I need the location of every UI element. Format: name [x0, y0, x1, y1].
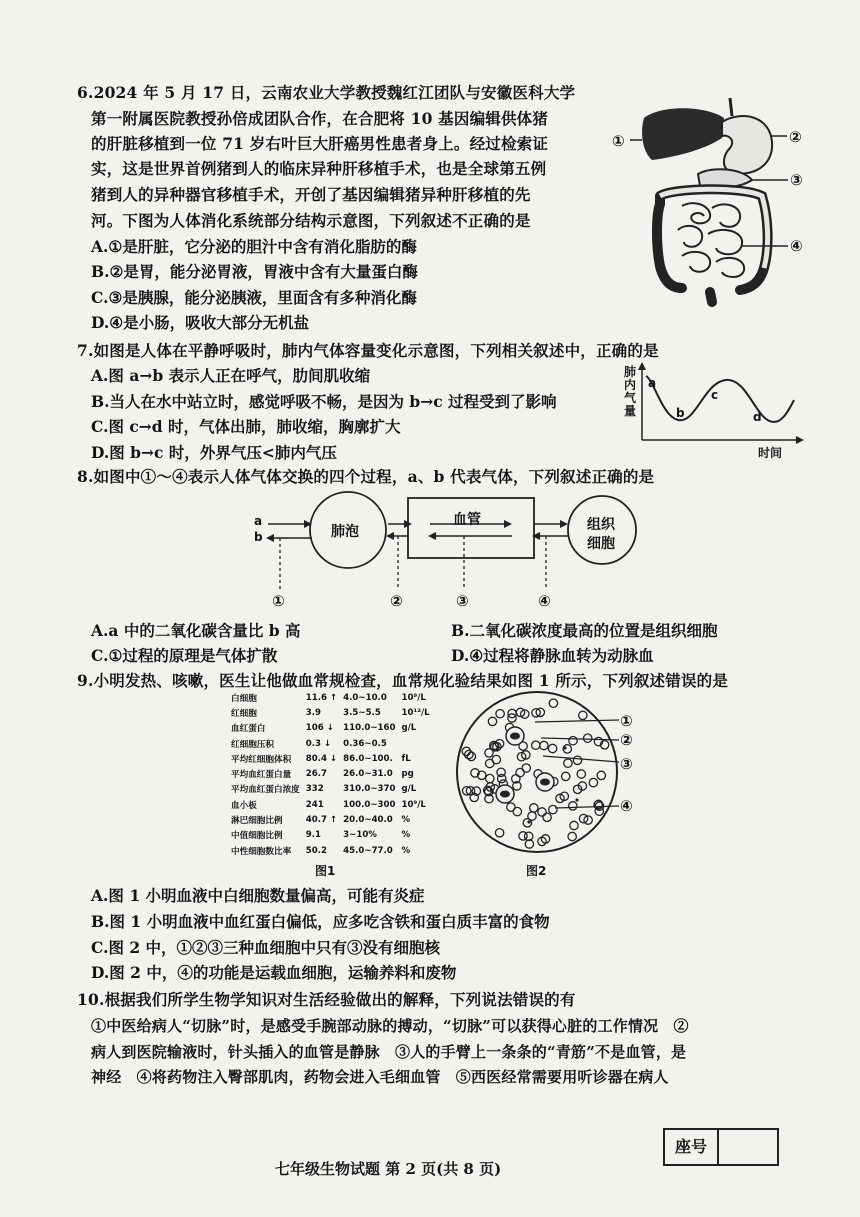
- table-cell: %: [401, 815, 411, 826]
- table-row: [228, 690, 433, 705]
- red-blood-cell: [516, 768, 524, 776]
- table-cell: 80.4 ↓: [305, 753, 338, 764]
- figure-2-caption: 图2: [526, 864, 547, 878]
- cell-marker-1: ①: [620, 712, 633, 730]
- tissue-label-line1: 组织: [587, 517, 615, 533]
- pointer-line: [541, 738, 619, 740]
- table-cell: 淋巴细胞比例: [231, 816, 283, 827]
- red-blood-cell: [597, 771, 605, 779]
- table-row: [228, 828, 433, 843]
- table-row: [228, 797, 433, 812]
- graph-y-label: 肺内气量: [624, 365, 637, 418]
- q6-line-2: 第一附属医院教授孙倍成团队合作，在合肥将 10 基因编辑供体猪: [91, 109, 549, 128]
- seat-label: 座号: [665, 1130, 719, 1164]
- q6-line-3: 的肝脏移植到一位 71 岁右叶巨大肝癌男性患者身上。经过检索证: [91, 134, 549, 153]
- q6-line-6: 河。下图为人体消化系统部分结构示意图，下列叙述不正确的是: [91, 211, 531, 230]
- q7-stem: 7.如图是人体在平静呼吸时，肺内气体容量变化示意图，下列相关叙述中，正确的是: [77, 341, 659, 360]
- tissue-label-line2: 细胞: [587, 536, 615, 552]
- table-cell: 110.0~160: [343, 723, 396, 734]
- table-row: [228, 843, 433, 858]
- cell-nucleus: [500, 791, 510, 798]
- red-blood-cell: [584, 734, 592, 742]
- red-blood-cell: [543, 813, 551, 821]
- table-cell: 86.0~100.: [343, 753, 393, 764]
- red-blood-cell: [589, 778, 597, 786]
- q6-option-a: A.①是肝脏，它分泌的胆汁中含有消化脂肪的酶: [91, 237, 417, 256]
- red-blood-cell: [549, 805, 557, 813]
- table-row: [228, 751, 433, 766]
- table-cell: 11.6 ↑: [305, 692, 338, 703]
- q8-stem: 8.如图中①～④表示人体气体交换的四个过程，a、b 代表气体，下列叙述正确的是: [77, 467, 655, 486]
- table-cell: 26.7: [305, 769, 327, 780]
- graph-point-c: c: [711, 388, 719, 402]
- table-cell: 血红蛋白: [231, 724, 266, 735]
- graph-curve: [646, 376, 794, 422]
- table-cell: 3.5~5.5: [343, 707, 381, 718]
- table-cell: 0.36~0.5: [343, 738, 387, 749]
- table-cell: 中性细胞数比率: [231, 846, 292, 857]
- red-blood-cell: [538, 808, 546, 816]
- red-blood-cell: [569, 737, 577, 745]
- red-blood-cell: [562, 772, 570, 780]
- table-cell: 241: [305, 799, 324, 810]
- q6-line-5: 猪到人的异种器官移植手术，开创了基因编辑猪异种肝移植的先: [91, 185, 531, 204]
- stomach-shape: [722, 116, 772, 173]
- red-blood-cell: [513, 807, 521, 815]
- q7-option-d: D.图 b→c 时，外界气压<肺内气压: [91, 443, 337, 462]
- platelet: [575, 798, 578, 801]
- platelet: [495, 748, 498, 751]
- red-blood-cell: [486, 759, 494, 767]
- q8-option-d: D.④过程将静脉血转为动脉血: [451, 646, 654, 665]
- table-cell: 40.7 ↑: [305, 815, 338, 826]
- process-marker-4: ④: [538, 592, 551, 610]
- red-blood-cell: [522, 764, 530, 772]
- red-blood-cell: [467, 752, 475, 760]
- q10-line-1: 10.根据我们所学生物学知识对生活经验做出的解释，下列说法错误的有: [77, 990, 576, 1009]
- table-cell: 中值细胞比例: [231, 831, 283, 842]
- table-cell: 红细胞: [231, 708, 257, 719]
- seat-number-box: [663, 1128, 779, 1166]
- red-blood-cell: [549, 699, 557, 707]
- red-blood-cell: [570, 821, 578, 829]
- q7-option-b: B.当人在水中站立时，感觉呼吸不畅，是因为 b→c 过程受到了影响: [91, 392, 557, 411]
- table-cell: 332: [305, 784, 324, 795]
- table-cell: 106 ↓: [305, 723, 334, 734]
- page-footer: 七年级生物试题 第 2 页(共 8 页): [275, 1160, 502, 1178]
- digestive-system-diagram: [612, 96, 812, 308]
- table-cell: fL: [401, 753, 411, 764]
- red-blood-cell: [568, 832, 576, 840]
- cell-marker-4: ④: [620, 797, 633, 815]
- red-blood-cell: [496, 710, 504, 718]
- red-blood-cell: [498, 774, 506, 782]
- red-blood-cell: [530, 804, 538, 812]
- q6-line-1: 6.2024 年 5 月 17 日，云南农业大学教授魏红江团队与安徽医科大学: [77, 83, 576, 102]
- pointer-line: [535, 720, 619, 722]
- figure-1-caption: 图1: [315, 864, 336, 878]
- table-cell: 9.1: [305, 830, 321, 841]
- red-blood-cell: [579, 711, 587, 719]
- q7-option-a: A.图 a→b 表示人正在呼气，肋间肌收缩: [91, 366, 371, 385]
- table-cell: [399, 736, 433, 751]
- marker-small-intestine: ④: [790, 237, 803, 255]
- table-row: [228, 721, 433, 736]
- q9-option-a: A.图 1 小明血液中白细胞数量偏高，可能有炎症: [91, 886, 425, 905]
- table-cell: 平均血红蛋白量: [231, 770, 292, 781]
- q6-option-d: D.④是小肠，吸收大部分无机盐: [91, 313, 310, 332]
- table-cell: 310.0~370: [343, 784, 396, 795]
- table-row: [228, 705, 433, 720]
- table-cell: g/L: [401, 784, 417, 795]
- q10-line-3: 病人到医院输液时，针头插入的血管是静脉 ③人的手臂上一条条的“青筋”不是血管，是: [91, 1043, 687, 1061]
- q9-stem: 9.小明发热、咳嗽，医生让他做血常规检查，血常规化验结果如图 1 所示，下列叙述错误的是: [77, 671, 729, 690]
- red-blood-cell: [488, 717, 496, 725]
- blood-smear-diagram: [445, 690, 645, 860]
- red-blood-cell: [486, 774, 494, 782]
- table-cell: 50.2: [305, 845, 327, 856]
- table-cell: 10¹²/L: [401, 707, 430, 718]
- gas-a-label: a: [254, 514, 263, 528]
- q10-line-4: 神经 ④将药物注入臀部肌肉，药物会进入毛细血管 ⑤西医经常需要用听诊器在病人: [91, 1068, 669, 1086]
- table-cell: 4.0~10.0: [343, 692, 387, 703]
- q7-option-c: C.图 c→d 时，气体出肺，肺收缩，胸廓扩大: [91, 417, 401, 436]
- table-cell: %: [401, 845, 411, 856]
- graph-point-b: b: [676, 406, 685, 420]
- marker-pancreas: ③: [790, 171, 803, 189]
- cell-marker-2: ②: [620, 731, 633, 749]
- table-cell: 10⁹/L: [401, 799, 426, 810]
- table-cell: 3~10%: [343, 830, 377, 841]
- cell-nucleus: [540, 779, 550, 786]
- table-cell: g/L: [401, 723, 417, 734]
- table-row: [228, 766, 433, 781]
- table-row: [228, 782, 433, 797]
- q9-option-b: B.图 1 小明血液中血红蛋白偏低，应多吃含铁和蛋白质丰富的食物: [91, 912, 550, 931]
- table-cell: 平均红细胞体积: [231, 754, 292, 765]
- blood-test-table: [228, 690, 433, 858]
- q6-line-4: 实，这是世界首例猪到人的临床异种肝移植手术，也是全球第五例: [91, 159, 547, 178]
- red-blood-cell: [569, 802, 577, 810]
- red-blood-cell: [528, 812, 536, 820]
- q6-option-c: C.③是胰腺，能分泌胰液，里面含有多种消化酶: [91, 288, 417, 307]
- table-cell: 26.0~31.0: [343, 769, 393, 780]
- table-cell: 10⁹/L: [401, 692, 426, 703]
- table-row: [228, 812, 433, 827]
- graph-x-label: 时间: [758, 446, 783, 460]
- alveolus-label: 肺泡: [331, 524, 359, 540]
- red-blood-cell: [564, 759, 572, 767]
- platelet: [527, 820, 530, 823]
- table-cell: 白细胞: [231, 693, 257, 704]
- marker-stomach: ②: [789, 128, 802, 146]
- red-blood-cell: [532, 741, 540, 749]
- table-cell: 平均血红蛋白浓度: [231, 785, 300, 796]
- platelet: [563, 746, 566, 749]
- gas-b-label: b: [254, 530, 263, 544]
- table-cell: 3.9: [305, 707, 321, 718]
- graph-point-d: d: [753, 410, 762, 424]
- q9-option-c: C.图 2 中，①②③三种血细胞中只有③没有细胞核: [91, 938, 441, 957]
- table-cell: 血小板: [231, 800, 257, 811]
- small-intestine-shape: [678, 203, 744, 277]
- cell-nucleus: [510, 733, 520, 740]
- red-blood-cell: [577, 770, 585, 778]
- q6-option-b: B.②是胃，能分泌胃液，胃液中含有大量蛋白酶: [91, 262, 418, 281]
- table-cell: 100.0~300: [343, 799, 396, 810]
- graph-point-a: a: [648, 376, 657, 390]
- red-blood-cell: [548, 744, 556, 752]
- table-cell: 45.0~77.0: [343, 845, 393, 856]
- table-cell: 0.3 ↓: [305, 738, 332, 749]
- red-blood-cell: [540, 741, 548, 749]
- process-marker-1: ①: [272, 592, 285, 610]
- q8-option-a: A.a 中的二氧化碳含量比 b 高: [91, 621, 301, 640]
- cell-marker-3: ③: [620, 755, 633, 773]
- q8-option-c: C.①过程的原理是气体扩散: [91, 646, 278, 665]
- table-cell: %: [401, 830, 411, 841]
- red-blood-cell: [495, 829, 503, 837]
- liver-shape: [642, 108, 724, 160]
- q9-option-d: D.图 2 中，④的功能是运载血细胞，运输养料和废物: [91, 963, 457, 982]
- microscope-field: [457, 692, 617, 852]
- q10-line-2: ①中医给病人“切脉”时，是感受手腕部动脉的搏动，“切脉”可以获得心脏的工作情况 ②: [91, 1017, 689, 1035]
- marker-liver: ①: [612, 132, 625, 150]
- esophagus-shape: [730, 98, 732, 116]
- red-blood-cell: [573, 756, 581, 764]
- process-marker-3: ③: [456, 592, 469, 610]
- table-cell: 红细胞压积: [231, 739, 274, 750]
- q8-option-b: B.二氧化碳浓度最高的位置是组织细胞: [451, 621, 718, 640]
- table-cell: 20.0~40.0: [343, 815, 393, 826]
- vessel-label: 血管: [453, 512, 481, 528]
- table-cell: pg: [401, 769, 414, 780]
- process-marker-2: ②: [390, 592, 403, 610]
- table-row: [228, 736, 433, 751]
